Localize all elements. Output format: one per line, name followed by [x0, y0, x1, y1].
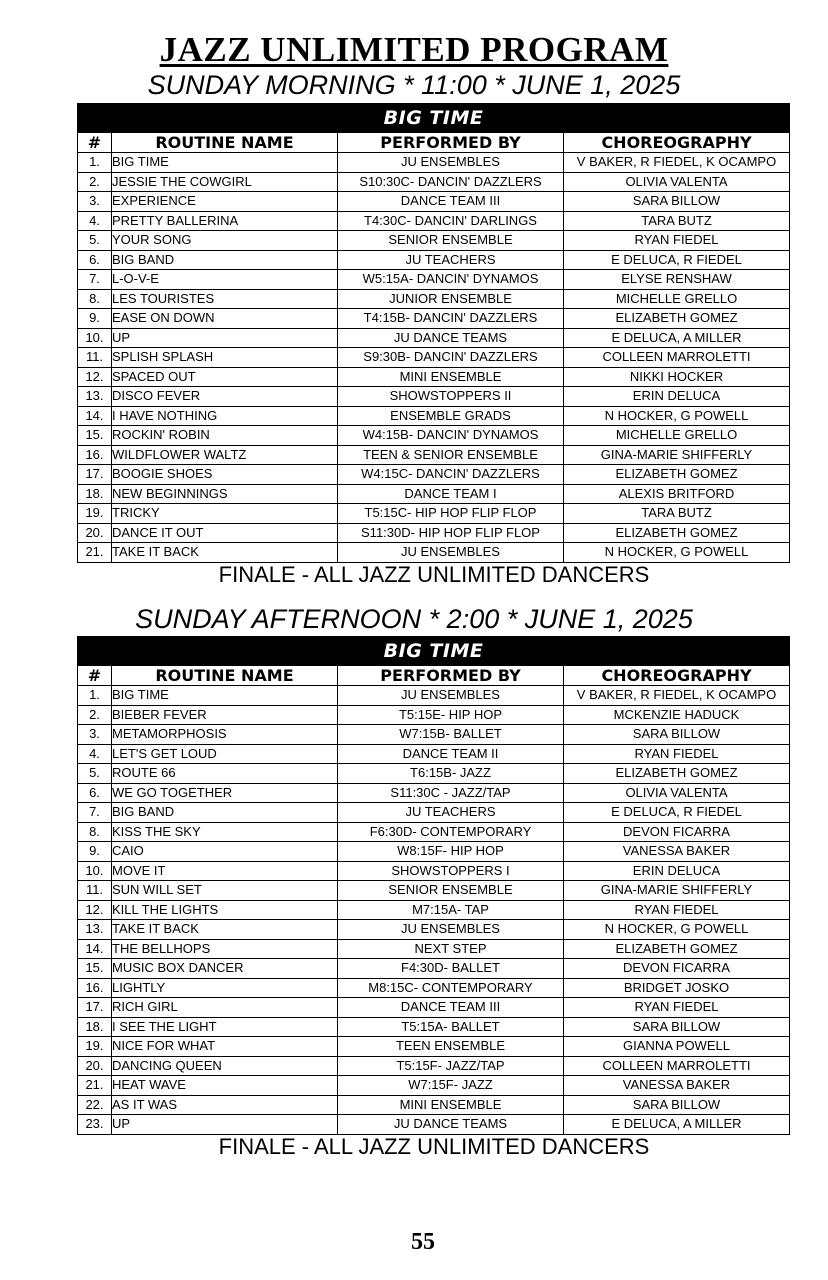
row-number-cell: 19.: [78, 1037, 112, 1057]
row-number-cell: 13.: [78, 387, 112, 407]
table-row: [78, 426, 790, 446]
choreography-cell: E DELUCA, R FIEDEL: [564, 250, 790, 270]
routine-name-cell: CAIO: [112, 842, 338, 862]
routine-name-cell: PRETTY BALLERINA: [112, 211, 338, 231]
choreography-cell: VANESSA BAKER: [564, 842, 790, 862]
routine-name-cell: UP: [112, 328, 338, 348]
choreography-cell: NIKKI HOCKER: [564, 367, 790, 387]
performed-by-cell: DANCE TEAM III: [338, 998, 564, 1018]
morning-session-heading: SUNDAY MORNING * 11:00 * JUNE 1, 2025: [147, 70, 681, 100]
afternoon-rows: [78, 686, 790, 1135]
table-row: [78, 543, 790, 563]
table-row: [78, 348, 790, 368]
choreography-cell: RYAN FIEDEL: [564, 900, 790, 920]
performed-by-cell: F6:30D- CONTEMPORARY: [338, 822, 564, 842]
morning-finale: FINALE - ALL JAZZ UNLIMITED DANCERS: [218, 562, 650, 587]
table-row: [78, 445, 790, 465]
row-number-cell: 3.: [78, 192, 112, 212]
choreography-cell: V BAKER, R FIEDEL, K OCAMPO: [564, 153, 790, 173]
table-row: [78, 523, 790, 543]
afternoon-banner: BIG TIME: [78, 637, 790, 666]
afternoon-session-heading: SUNDAY AFTERNOON * 2:00 * JUNE 1, 2025: [135, 604, 693, 634]
table-row: [78, 211, 790, 231]
performed-by-cell: T5:15C- HIP HOP FLIP FLOP: [338, 504, 564, 524]
routine-name-cell: UP: [112, 1115, 338, 1135]
table-row: [78, 250, 790, 270]
table-row: [78, 1017, 790, 1037]
table-row: [78, 1037, 790, 1057]
choreography-cell: OLIVIA VALENTA: [564, 172, 790, 192]
row-number-cell: 10.: [78, 328, 112, 348]
table-row: [78, 387, 790, 407]
performed-by-cell: TEEN & SENIOR ENSEMBLE: [338, 445, 564, 465]
row-number-cell: 20.: [78, 523, 112, 543]
routine-name-cell: DANCE IT OUT: [112, 523, 338, 543]
choreography-cell: DEVON FICARRA: [564, 822, 790, 842]
table-row: [78, 367, 790, 387]
choreography-cell: ELIZABETH GOMEZ: [564, 764, 790, 784]
routine-name-cell: WILDFLOWER WALTZ: [112, 445, 338, 465]
routine-name-cell: SUN WILL SET: [112, 881, 338, 901]
col-header-performer: PERFORMED BY: [338, 666, 564, 686]
row-number-cell: 18.: [78, 484, 112, 504]
performed-by-cell: W8:15F- HIP HOP: [338, 842, 564, 862]
performed-by-cell: T4:30C- DANCIN' DARLINGS: [338, 211, 564, 231]
table-row: [78, 998, 790, 1018]
table-row: [78, 686, 790, 706]
choreography-cell: BRIDGET JOSKO: [564, 978, 790, 998]
performed-by-cell: M8:15C- CONTEMPORARY: [338, 978, 564, 998]
row-number-cell: 16.: [78, 445, 112, 465]
table-row: [78, 231, 790, 251]
choreography-cell: OLIVIA VALENTA: [564, 783, 790, 803]
performed-by-cell: W4:15B- DANCIN' DYNAMOS: [338, 426, 564, 446]
performed-by-cell: W7:15B- BALLET: [338, 725, 564, 745]
choreography-cell: ERIN DELUCA: [564, 861, 790, 881]
routine-name-cell: TAKE IT BACK: [112, 920, 338, 940]
table-row: [78, 465, 790, 485]
choreography-cell: ELIZABETH GOMEZ: [564, 465, 790, 485]
performed-by-cell: W7:15F- JAZZ: [338, 1076, 564, 1096]
routine-name-cell: I SEE THE LIGHT: [112, 1017, 338, 1037]
choreography-cell: E DELUCA, A MILLER: [564, 328, 790, 348]
table-row: [78, 484, 790, 504]
row-number-cell: 12.: [78, 900, 112, 920]
routine-name-cell: I HAVE NOTHING: [112, 406, 338, 426]
afternoon-finale: FINALE - ALL JAZZ UNLIMITED DANCERS: [218, 1134, 650, 1159]
table-row: [78, 822, 790, 842]
performed-by-cell: MINI ENSEMBLE: [338, 367, 564, 387]
row-number-cell: 15.: [78, 959, 112, 979]
choreography-cell: MCKENZIE HADUCK: [564, 705, 790, 725]
routine-name-cell: AS IT WAS: [112, 1095, 338, 1115]
performed-by-cell: DANCE TEAM II: [338, 744, 564, 764]
morning-banner: BIG TIME: [78, 104, 790, 133]
routine-name-cell: MUSIC BOX DANCER: [112, 959, 338, 979]
afternoon-program-table: [77, 636, 790, 1135]
routine-name-cell: YOUR SONG: [112, 231, 338, 251]
routine-name-cell: HEAT WAVE: [112, 1076, 338, 1096]
choreography-cell: N HOCKER, G POWELL: [564, 543, 790, 563]
program-title: JAZZ UNLIMITED PROGRAM: [159, 30, 669, 69]
table-row: [78, 764, 790, 784]
table-row: [78, 406, 790, 426]
routine-name-cell: DISCO FEVER: [112, 387, 338, 407]
table-row: [78, 959, 790, 979]
table-row: [78, 504, 790, 524]
table-row: [78, 744, 790, 764]
choreography-cell: SARA BILLOW: [564, 1017, 790, 1037]
col-header-performer: PERFORMED BY: [338, 133, 564, 153]
col-header-choreo: CHOREOGRAPHY: [564, 666, 790, 686]
row-number-cell: 11.: [78, 881, 112, 901]
table-row: [78, 270, 790, 290]
performed-by-cell: DANCE TEAM III: [338, 192, 564, 212]
table-row: [78, 309, 790, 329]
performed-by-cell: T4:15B- DANCIN' DAZZLERS: [338, 309, 564, 329]
performed-by-cell: SENIOR ENSEMBLE: [338, 881, 564, 901]
row-number-cell: 21.: [78, 543, 112, 563]
row-number-cell: 5.: [78, 764, 112, 784]
table-row: [78, 900, 790, 920]
row-number-cell: 6.: [78, 783, 112, 803]
table-row: [78, 861, 790, 881]
routine-name-cell: L-O-V-E: [112, 270, 338, 290]
performed-by-cell: S10:30C- DANCIN' DAZZLERS: [338, 172, 564, 192]
routine-name-cell: THE BELLHOPS: [112, 939, 338, 959]
routine-name-cell: LET'S GET LOUD: [112, 744, 338, 764]
choreography-cell: ELIZABETH GOMEZ: [564, 939, 790, 959]
routine-name-cell: TAKE IT BACK: [112, 543, 338, 563]
performed-by-cell: F4:30D- BALLET: [338, 959, 564, 979]
row-number-cell: 19.: [78, 504, 112, 524]
row-number-cell: 17.: [78, 998, 112, 1018]
choreography-cell: VANESSA BAKER: [564, 1076, 790, 1096]
col-header-routine: ROUTINE NAME: [112, 133, 338, 153]
row-number-cell: 14.: [78, 939, 112, 959]
choreography-cell: E DELUCA, R FIEDEL: [564, 803, 790, 823]
table-row: [78, 1095, 790, 1115]
row-number-cell: 9.: [78, 842, 112, 862]
choreography-cell: ELIZABETH GOMEZ: [564, 523, 790, 543]
row-number-cell: 1.: [78, 153, 112, 173]
row-number-cell: 3.: [78, 725, 112, 745]
table-row: [78, 153, 790, 173]
row-number-cell: 9.: [78, 309, 112, 329]
col-header-num: #: [78, 133, 112, 153]
choreography-cell: RYAN FIEDEL: [564, 231, 790, 251]
row-number-cell: 7.: [78, 270, 112, 290]
routine-name-cell: KISS THE SKY: [112, 822, 338, 842]
table-row: [78, 881, 790, 901]
routine-name-cell: TRICKY: [112, 504, 338, 524]
choreography-cell: ELYSE RENSHAW: [564, 270, 790, 290]
table-row: [78, 328, 790, 348]
performed-by-cell: T5:15F- JAZZ/TAP: [338, 1056, 564, 1076]
performed-by-cell: JUNIOR ENSEMBLE: [338, 289, 564, 309]
choreography-cell: GINA-MARIE SHIFFERLY: [564, 881, 790, 901]
performed-by-cell: S9:30B- DANCIN' DAZZLERS: [338, 348, 564, 368]
performed-by-cell: M7:15A- TAP: [338, 900, 564, 920]
row-number-cell: 23.: [78, 1115, 112, 1135]
table-row: [78, 192, 790, 212]
row-number-cell: 2.: [78, 172, 112, 192]
choreography-cell: SARA BILLOW: [564, 1095, 790, 1115]
morning-program-table: [77, 103, 790, 563]
row-number-cell: 18.: [78, 1017, 112, 1037]
row-number-cell: 15.: [78, 426, 112, 446]
performed-by-cell: SHOWSTOPPERS I: [338, 861, 564, 881]
row-number-cell: 14.: [78, 406, 112, 426]
table-row: [78, 803, 790, 823]
col-header-routine: ROUTINE NAME: [112, 666, 338, 686]
choreography-cell: ELIZABETH GOMEZ: [564, 309, 790, 329]
performed-by-cell: JU ENSEMBLES: [338, 686, 564, 706]
performed-by-cell: JU DANCE TEAMS: [338, 1115, 564, 1135]
performed-by-cell: S11:30D- HIP HOP FLIP FLOP: [338, 523, 564, 543]
col-header-choreo: CHOREOGRAPHY: [564, 133, 790, 153]
row-number-cell: 8.: [78, 289, 112, 309]
table-row: [78, 725, 790, 745]
row-number-cell: 7.: [78, 803, 112, 823]
table-row: [78, 842, 790, 862]
performed-by-cell: T6:15B- JAZZ: [338, 764, 564, 784]
routine-name-cell: ROCKIN' ROBIN: [112, 426, 338, 446]
performed-by-cell: NEXT STEP: [338, 939, 564, 959]
row-number-cell: 11.: [78, 348, 112, 368]
row-number-cell: 12.: [78, 367, 112, 387]
choreography-cell: ERIN DELUCA: [564, 387, 790, 407]
performed-by-cell: JU ENSEMBLES: [338, 543, 564, 563]
choreography-cell: MICHELLE GRELLO: [564, 426, 790, 446]
choreography-cell: SARA BILLOW: [564, 192, 790, 212]
choreography-cell: GINA-MARIE SHIFFERLY: [564, 445, 790, 465]
row-number-cell: 8.: [78, 822, 112, 842]
choreography-cell: N HOCKER, G POWELL: [564, 920, 790, 940]
routine-name-cell: JESSIE THE COWGIRL: [112, 172, 338, 192]
table-row: [78, 289, 790, 309]
performed-by-cell: JU DANCE TEAMS: [338, 328, 564, 348]
routine-name-cell: SPLISH SPLASH: [112, 348, 338, 368]
choreography-cell: V BAKER, R FIEDEL, K OCAMPO: [564, 686, 790, 706]
performed-by-cell: ENSEMBLE GRADS: [338, 406, 564, 426]
routine-name-cell: BIG TIME: [112, 153, 338, 173]
performed-by-cell: JU TEACHERS: [338, 250, 564, 270]
row-number-cell: 17.: [78, 465, 112, 485]
performed-by-cell: SENIOR ENSEMBLE: [338, 231, 564, 251]
routine-name-cell: RICH GIRL: [112, 998, 338, 1018]
morning-rows: [78, 153, 790, 563]
choreography-cell: E DELUCA, A MILLER: [564, 1115, 790, 1135]
row-number-cell: 16.: [78, 978, 112, 998]
row-number-cell: 13.: [78, 920, 112, 940]
routine-name-cell: BIG BAND: [112, 803, 338, 823]
table-row: [78, 705, 790, 725]
performed-by-cell: T5:15E- HIP HOP: [338, 705, 564, 725]
routine-name-cell: LES TOURISTES: [112, 289, 338, 309]
table-row: [78, 172, 790, 192]
row-number-cell: 22.: [78, 1095, 112, 1115]
performed-by-cell: W4:15C- DANCIN' DAZZLERS: [338, 465, 564, 485]
page-number: 55: [411, 1229, 435, 1255]
performed-by-cell: JU ENSEMBLES: [338, 153, 564, 173]
routine-name-cell: NEW BEGINNINGS: [112, 484, 338, 504]
table-row: [78, 1076, 790, 1096]
choreography-cell: GIANNA POWELL: [564, 1037, 790, 1057]
row-number-cell: 5.: [78, 231, 112, 251]
performed-by-cell: T5:15A- BALLET: [338, 1017, 564, 1037]
routine-name-cell: KILL THE LIGHTS: [112, 900, 338, 920]
performed-by-cell: MINI ENSEMBLE: [338, 1095, 564, 1115]
row-number-cell: 10.: [78, 861, 112, 881]
choreography-cell: TARA BUTZ: [564, 504, 790, 524]
performed-by-cell: W5:15A- DANCIN' DYNAMOS: [338, 270, 564, 290]
choreography-cell: COLLEEN MARROLETTI: [564, 348, 790, 368]
routine-name-cell: NICE FOR WHAT: [112, 1037, 338, 1057]
row-number-cell: 20.: [78, 1056, 112, 1076]
row-number-cell: 6.: [78, 250, 112, 270]
choreography-cell: RYAN FIEDEL: [564, 998, 790, 1018]
choreography-cell: DEVON FICARRA: [564, 959, 790, 979]
choreography-cell: MICHELLE GRELLO: [564, 289, 790, 309]
routine-name-cell: MOVE IT: [112, 861, 338, 881]
routine-name-cell: BIG TIME: [112, 686, 338, 706]
col-header-num: #: [78, 666, 112, 686]
table-row: [78, 920, 790, 940]
routine-name-cell: DANCING QUEEN: [112, 1056, 338, 1076]
performed-by-cell: TEEN ENSEMBLE: [338, 1037, 564, 1057]
table-row: [78, 783, 790, 803]
performed-by-cell: JU TEACHERS: [338, 803, 564, 823]
row-number-cell: 4.: [78, 211, 112, 231]
performed-by-cell: SHOWSTOPPERS II: [338, 387, 564, 407]
routine-name-cell: METAMORPHOSIS: [112, 725, 338, 745]
performed-by-cell: JU ENSEMBLES: [338, 920, 564, 940]
routine-name-cell: LIGHTLY: [112, 978, 338, 998]
row-number-cell: 2.: [78, 705, 112, 725]
performed-by-cell: S11:30C - JAZZ/TAP: [338, 783, 564, 803]
choreography-cell: SARA BILLOW: [564, 725, 790, 745]
routine-name-cell: EXPERIENCE: [112, 192, 338, 212]
performed-by-cell: DANCE TEAM I: [338, 484, 564, 504]
routine-name-cell: SPACED OUT: [112, 367, 338, 387]
routine-name-cell: WE GO TOGETHER: [112, 783, 338, 803]
row-number-cell: 4.: [78, 744, 112, 764]
choreography-cell: ALEXIS BRITFORD: [564, 484, 790, 504]
table-row: [78, 939, 790, 959]
choreography-cell: N HOCKER, G POWELL: [564, 406, 790, 426]
table-row: [78, 1056, 790, 1076]
choreography-cell: RYAN FIEDEL: [564, 744, 790, 764]
row-number-cell: 1.: [78, 686, 112, 706]
table-row: [78, 1115, 790, 1135]
choreography-cell: TARA BUTZ: [564, 211, 790, 231]
row-number-cell: 21.: [78, 1076, 112, 1096]
table-row: [78, 978, 790, 998]
routine-name-cell: BOOGIE SHOES: [112, 465, 338, 485]
routine-name-cell: BIG BAND: [112, 250, 338, 270]
routine-name-cell: BIEBER FEVER: [112, 705, 338, 725]
routine-name-cell: EASE ON DOWN: [112, 309, 338, 329]
routine-name-cell: ROUTE 66: [112, 764, 338, 784]
choreography-cell: COLLEEN MARROLETTI: [564, 1056, 790, 1076]
